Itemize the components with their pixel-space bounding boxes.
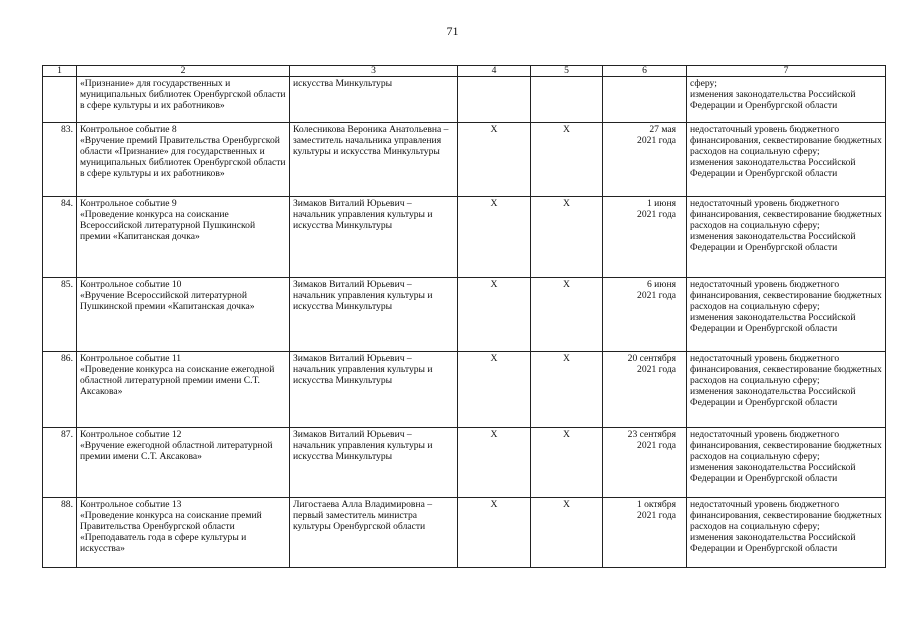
row-number-cell: 86. bbox=[43, 352, 77, 428]
date-cell: 1 июня 2021 года bbox=[603, 197, 687, 278]
col5-cell: Х bbox=[531, 123, 603, 197]
event-cell: Контрольное событие 13 «Проведение конкурса на соискание премий Правительства Оренбургской области «Преподаватель года в сфере культуры и искусства» bbox=[77, 498, 290, 568]
row-number-cell: 88. bbox=[43, 498, 77, 568]
column-number: 6 bbox=[603, 66, 687, 77]
risk-cell: недостаточный уровень бюджетного финансирования, секвестирование бюджетных расходов на социальную сферу; изменения законодательства Российской Федерации и Оренбургской области bbox=[687, 498, 886, 568]
row-number-cell: 83. bbox=[43, 123, 77, 197]
event-cell: Контрольное событие 11 «Проведение конкурса на соискание ежегодной областной литературной премии имени С.Т. Аксакова» bbox=[77, 352, 290, 428]
responsible-cell: Зимаков Виталий Юрьевич – начальник управления культуры и искусства Минкультуры bbox=[290, 197, 458, 278]
table-row bbox=[43, 197, 886, 278]
risk-cell: недостаточный уровень бюджетного финансирования, секвестирование бюджетных расходов на социальную сферу; изменения законодательства Российской Федерации и Оренбургской области bbox=[687, 197, 886, 278]
risk-cell: недостаточный уровень бюджетного финансирования, секвестирование бюджетных расходов на социальную сферу; изменения законодательства Российской Федерации и Оренбургской области bbox=[687, 352, 886, 428]
column-number: 1 bbox=[43, 66, 77, 77]
risk-cell: сферу; изменения законодательства Российской Федерации и Оренбургской области bbox=[687, 77, 886, 123]
event-cell: «Признание» для государственных и муниципальных библиотек Оренбургской области в сфере культуры и их работников» bbox=[77, 77, 290, 123]
col4-cell: Х bbox=[458, 428, 531, 498]
col4-cell: Х bbox=[458, 498, 531, 568]
row-number-cell: 87. bbox=[43, 428, 77, 498]
column-number: 2 bbox=[77, 66, 290, 77]
event-cell: Контрольное событие 9 «Проведение конкурса на соискание Всероссийской литературной Пушкинской премии «Капитанская дочка» bbox=[77, 197, 290, 278]
column-number: 4 bbox=[458, 66, 531, 77]
risk-cell: недостаточный уровень бюджетного финансирования, секвестирование бюджетных расходов на социальную сферу; изменения законодательства Российской Федерации и Оренбургской области bbox=[687, 428, 886, 498]
col4-cell: Х bbox=[458, 197, 531, 278]
col5-cell: Х bbox=[531, 352, 603, 428]
col5-cell: Х bbox=[531, 197, 603, 278]
date-cell: 27 мая 2021 года bbox=[603, 123, 687, 197]
responsible-cell: Лигостаева Алла Владимировна – первый заместитель министра культуры Оренбургской области bbox=[290, 498, 458, 568]
row-number-cell: 85. bbox=[43, 278, 77, 352]
date-cell bbox=[603, 77, 687, 123]
column-number: 7 bbox=[687, 66, 886, 77]
column-number-row bbox=[43, 66, 886, 77]
control-events-table bbox=[42, 65, 886, 568]
risk-cell: недостаточный уровень бюджетного финансирования, секвестирование бюджетных расходов на социальную сферу; изменения законодательства Российской Федерации и Оренбургской области bbox=[687, 123, 886, 197]
col5-cell: Х bbox=[531, 278, 603, 352]
col4-cell: Х bbox=[458, 123, 531, 197]
table-row bbox=[43, 498, 886, 568]
table-row bbox=[43, 428, 886, 498]
date-cell: 6 июня 2021 года bbox=[603, 278, 687, 352]
table-row bbox=[43, 352, 886, 428]
col4-cell: Х bbox=[458, 278, 531, 352]
row-number-cell bbox=[43, 77, 77, 123]
responsible-cell: Зимаков Виталий Юрьевич – начальник управления культуры и искусства Минкультуры bbox=[290, 428, 458, 498]
col4-cell bbox=[458, 77, 531, 123]
responsible-cell: Колесникова Вероника Анатольевна – заместитель начальника управления культуры и искусства Минкультуры bbox=[290, 123, 458, 197]
col5-cell bbox=[531, 77, 603, 123]
date-cell: 23 сентября 2021 года bbox=[603, 428, 687, 498]
date-cell: 1 октября 2021 года bbox=[603, 498, 687, 568]
page-number: 71 bbox=[446, 24, 459, 38]
row-number-cell: 84. bbox=[43, 197, 77, 278]
event-cell: Контрольное событие 12 «Вручение ежегодной областной литературной премии имени С.Т. Аксакова» bbox=[77, 428, 290, 498]
table-row bbox=[43, 123, 886, 197]
column-number: 3 bbox=[290, 66, 458, 77]
table-row bbox=[43, 77, 886, 123]
col5-cell: Х bbox=[531, 428, 603, 498]
responsible-cell: Зимаков Виталий Юрьевич – начальник управления культуры и искусства Минкультуры bbox=[290, 352, 458, 428]
event-cell: Контрольное событие 10 «Вручение Всероссийской литературной Пушкинской премии «Капитанская дочка» bbox=[77, 278, 290, 352]
column-number: 5 bbox=[531, 66, 603, 77]
col5-cell: Х bbox=[531, 498, 603, 568]
event-cell: Контрольное событие 8 «Вручение премий Правительства Оренбургской области «Признание» для государственных и муниципальных библиотек Оренбургской области в сфере культуры и их работников» bbox=[77, 123, 290, 197]
col4-cell: Х bbox=[458, 352, 531, 428]
responsible-cell: Зимаков Виталий Юрьевич – начальник управления культуры и искусства Минкультуры bbox=[290, 278, 458, 352]
table-row bbox=[43, 278, 886, 352]
responsible-cell: искусства Минкультуры bbox=[290, 77, 458, 123]
risk-cell: недостаточный уровень бюджетного финансирования, секвестирование бюджетных расходов на социальную сферу; изменения законодательства Российской Федерации и Оренбургской области bbox=[687, 278, 886, 352]
date-cell: 20 сентября 2021 года bbox=[603, 352, 687, 428]
